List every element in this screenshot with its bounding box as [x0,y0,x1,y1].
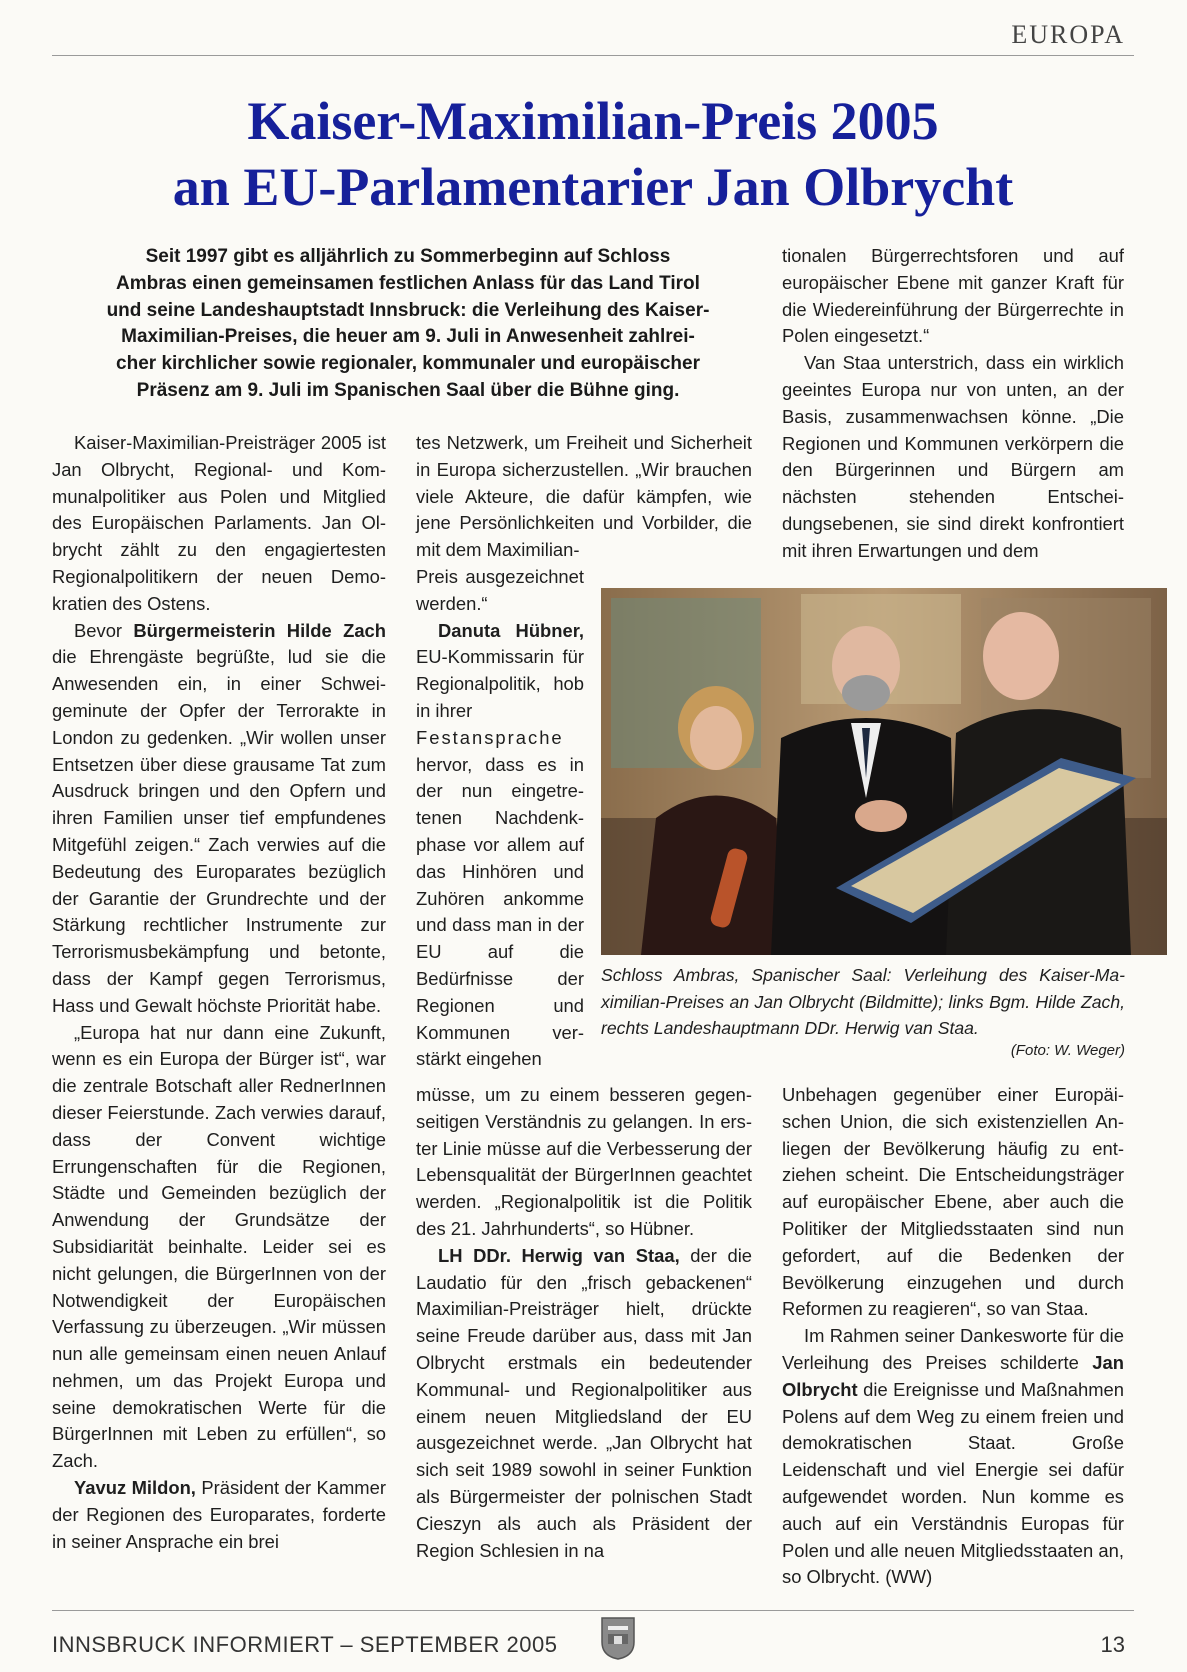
paragraph: LH DDr. Herwig van Staa, der die Laudatio für den „frisch gebackenen“ Maximilian-Preisträger hielt, drückte seine Freude darüber aus, dass mit Jan Olbrycht erstmals ein bedeutender Kommunal- und Regionalpolitiker aus einem neuen Mitgliedsland der EU ausgezeichnet werde. „Jan Olbrycht hat sich seit 1989 sowohl in seiner Funktion als Bürgermeister der polnischen Stadt Cieszyn als auch als Präsident der Region Schlesien in na [416,1244,753,1561]
header-rule [52,55,1134,56]
person-name: Bürgermeisterin Hilde Zach [133,619,387,641]
person-name: Danuta Hübner, [438,619,584,641]
paragraph: Yavuz Mildon, Präsident der Kammer der Regionen des Europarates, forderte in seiner Ansprache ein brei [52,1477,386,1552]
headline-line-1: Kaiser-Maximilian-Preis 2005 [247,91,939,151]
lead-line: und seine Landeshauptstadt Innsbruck: die Verleihung des Kaiser- [106,299,710,321]
award-ceremony-photo [601,588,1167,955]
footer-rule [52,1610,1134,1611]
paragraph: Danuta Hübner, EU-Kommissarin für Regionalpolitik, hob in ihrer [416,619,584,721]
paragraph: Preis ausgezeichnet werden.“ [416,565,584,614]
article-column-3-bottom [782,1082,1124,1591]
person-name: LH DDr. Herwig van Staa, [438,1244,680,1266]
article-column-3-top [782,243,1124,565]
paragraph: Festansprache [416,726,564,748]
paragraph: tionalen Bürgerrechtsforen und auf europäischer Ebene mit ganzer Kraft für die Wiedereinführung der Bürgerrechte in Polen eingesetzt.“ [782,245,1124,347]
paragraph: „Europa hat nur dann eine Zukunft, wenn es ein Europa der Bürger ist“, war die zentrale Botschaft aller RednerInnen dieser Feierstunde. Zach verwies darauf, dass der Convent wichtige Errungenschaften für die Regionen, Städte und Gemeinden bezüglich der Anwendung der Grundsätze der Subsidiarität beinhalte. Leider sei es nicht gelungen, die BürgerInnen von der Notwendigkeit der Europäischen Verfassung zu überzeugen. „Wir müssen nun alle gemeinsam einen neuen Anlauf nehmen, um das Projekt Europa und seine demokratischen Werte für die BürgerInnen mit Leben zu erfüllen“, so Zach. [52,1021,386,1472]
paragraph: hervor, dass es in der nun eingetretenen Nachdenkphase vor allem auf das Hinhören und Zuhören ankomme und dass man in der EU auf die Bedürfnisse der Regionen und Kommunen verstärkt eingehen [416,753,584,1070]
lead-line: Seit 1997 gibt es alljährlich zu Sommerbeginn auf Schloss [145,246,671,267]
lead-paragraph [52,244,764,405]
lead-line: Ambras einen gemeinsamen festlichen Anlass für das Land Tirol [116,272,700,294]
article-column-2-lower [416,1082,752,1564]
city-crest-icon [600,1616,636,1660]
narrow-text-block [416,564,584,1073]
paragraph: tes Netzwerk, um Freiheit und Sicherheit in Europa sicherzustellen. „Wir brauchen viele Akteure, die dafür kämpfen, wie jene Persönlichkeiten und Vorbilder, die mit dem Maximilian- [416,432,752,561]
lead-line: cher kirchlicher sowie regionaler, kommunaler und europäischer [116,353,700,375]
paragraph: Im Rahmen seiner Dankesworte für die Verleihung des Preises schilderte Jan Olbrycht die Ereignisse und Maßnahmen Polens auf dem Weg zu einem freien und demokratischen Staat. Große Leidenschaft und viel Energie sei dafür aufgewendet worden. Nun komme es auch auf ein Verständnis Europas für Polen und alle neuen Mitgliedsstaaten an, so Olbrycht. (WW) [782,1325,1124,1588]
lead-line: Maximilian-Preises, die heuer am 9. Juli in Anwesenheit zahlrei- [121,326,695,348]
person-name: Yavuz Mildon, [74,1477,196,1499]
lead-line: Präsenz am 9. Juli im Spanischen Saal über die Bühne ging. [136,379,680,401]
paragraph: Unbehagen gegenüber einer Europäischen Union, die sich existenziellen Anliegen der Bevölkerung häufig zu entziehen scheint. Die Entscheidungsträger auf europäischer Ebene, aber auch die Politiker der Mitgliedsstaaten sind nun gefordert, auf die Bedenken der Bevölkerung einzugehen und durch Reformen zu reagieren“, so van Staa. [782,1084,1124,1320]
photo-illustration [601,588,1167,955]
headline-line-2: an EU-Parlamentarier Jan Olbrycht [172,157,1014,217]
person-name: Jan Olbrycht [782,1351,1124,1400]
article-column-1 [52,430,386,1555]
photo-credit: (Foto: W. Weger) [1010,1042,1125,1059]
publication-footer: INNSBRUCK INFORMIERT – SEPTEMBER 2005 [52,1632,558,1657]
section-label: EUROPA [1011,20,1125,49]
paragraph: Bevor Bürgermeisterin Hilde Zach die Ehrengäste begrüßte, lud sie die Anwesenden ein, in einer Schweigeminute der Opfer der Terrorakte in London zu gedenken. „Wir wollen unser Entsetzen über diese grausame Tat zum Ausdruck bringen und den Opfern und ihren Familien unser tief empfundenes Mitgefühl zeigen.“ Zach verwies auf die Bedeutung des Europarates bezüglich der Garantie der Grundrechte und der Stärkung rechtlicher Instrumente zur Terrorismusbekämpfung und betonte, dass der Kampf gegen Terrorismus, Hass und Gewalt höchste Priorität habe. [52,619,387,1016]
paragraph: Kaiser-Maximilian-Preisträger 2005 ist Jan Olbrycht, Regional- und Kommunalpolitiker aus Polen und Mitglied des Europäischen Parlaments. Jan Olbrycht zählt zu den engagiertesten Regionalpolitikern der neuen Demokratien des Ostens. [52,432,386,614]
headline [52,88,1134,220]
paragraph: Van Staa unterstrich, dass ein wirklich geeintes Europa nur von unten, an der Basis, zusammenwachsen könne. „Die Regionen und Kommunen verkörpern die den Bürgerinnen und Bürgern am nächsten stehenden Entscheidungsebenen, sie sind direkt konfrontiert mit ihren Erwartungen und dem [782,352,1124,561]
photo-caption: Schloss Ambras, Spanischer Saal: Verleihung des Kaiser-Maximilian-Preises an Jan Olbrycht (Bildmitte); links Bgm. Hilde Zach, rechts Landeshauptmann DDr. Herwig van Staa. [601,965,1125,1038]
paragraph: müsse, um zu einem besseren gegenseitigen Verständnis zu gelangen. In erster Linie müsse auf die Verbesserung der Lebensqualität der BürgerInnen geachtet werden. „Regionalpolitik ist die Politik des 21. Jahrhunderts“, so Hübner. [416,1084,752,1239]
page-number: 13 [1100,1632,1125,1657]
